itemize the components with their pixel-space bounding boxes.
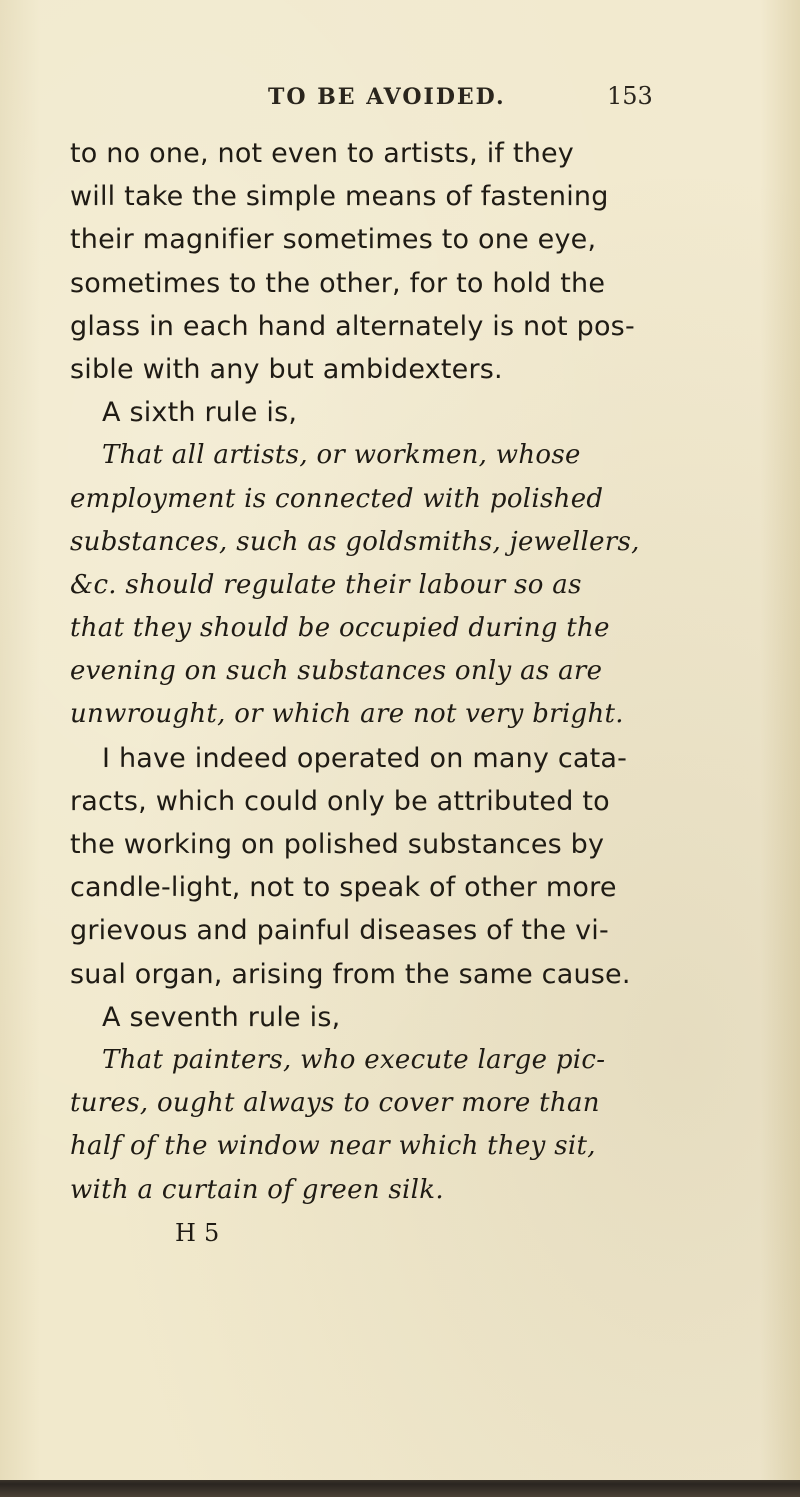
rule-intro-line: A sixth rule is, (102, 397, 298, 429)
text-line: to no one, not even to artists, if they (70, 138, 574, 169)
text-line: sible with any but ambidexters. (70, 353, 503, 385)
rule-text-line: That all artists, or workmen, whose (102, 440, 581, 471)
page-number: 153 (607, 82, 653, 110)
text-line: will take the simple means of fastening (70, 181, 609, 213)
text-line: sual organ, arising from the same cause. (70, 958, 631, 990)
text-line: I have indeed operated on many cata- (102, 742, 628, 774)
rule-text-line: half of the window near which they sit, (70, 1131, 596, 1162)
running-title: TO BE AVOIDED. (268, 84, 506, 110)
rule-text-line: That painters, who execute large pic- (102, 1044, 606, 1075)
text-line: their magnifier sometimes to one eye, (70, 224, 597, 256)
body-text (70, 132, 695, 1255)
rule-text-line: employment is connected with polished (70, 483, 604, 514)
rule-text-line: substances, such as goldsmiths, jewellers, (70, 526, 640, 557)
signature-mark: H 5 (175, 1218, 220, 1247)
text-line: racts, which could only be attributed to (70, 785, 610, 817)
text-line: the working on polished substances by (70, 829, 605, 860)
page-header (0, 80, 800, 116)
rule-text-line: that they should be occupied during the (70, 613, 610, 644)
text-line: glass in each hand alternately is not pos- (70, 310, 635, 342)
rule-intro-line: A seventh rule is, (102, 1001, 341, 1033)
rule-text-line: unwrought, or which are not very bright. (70, 699, 624, 730)
rule-text-line: &c. should regulate their labour so as (70, 569, 582, 600)
text-line: sometimes to the other, for to hold the (70, 267, 606, 299)
rule-text-line: evening on such substances only as are (70, 656, 603, 687)
text-line: grievous and painful diseases of the vi- (70, 915, 609, 947)
rule-text-line: with a curtain of green silk. (70, 1174, 444, 1205)
text-line: candle-light, not to speak of other more (70, 872, 617, 904)
rule-text-line: tures, ought always to cover more than (70, 1088, 600, 1119)
page-bottom-edge (0, 1480, 800, 1497)
